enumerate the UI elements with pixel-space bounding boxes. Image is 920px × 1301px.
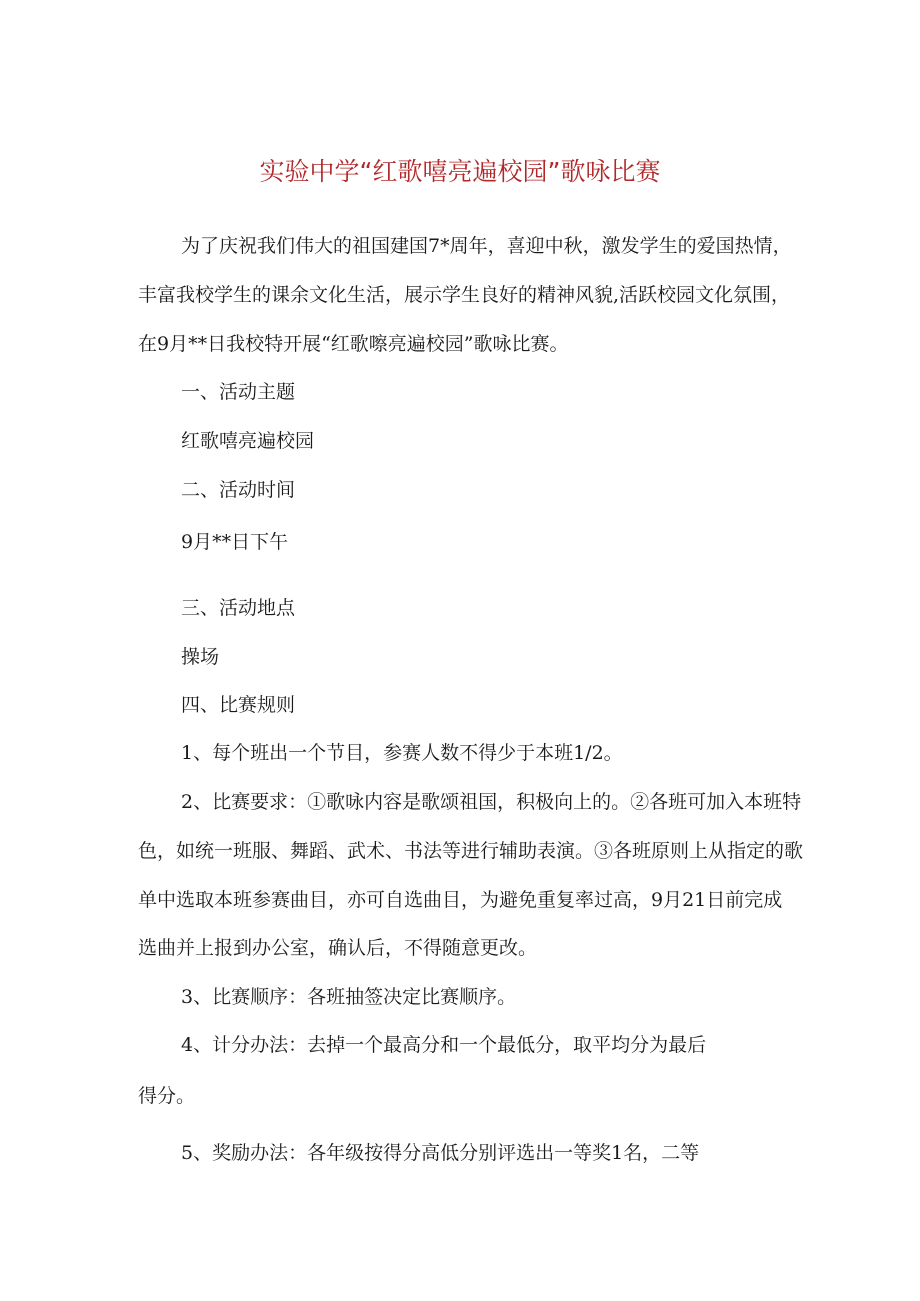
rule-item: 5、奖励办法：各年级按得分高低分别评选出一等奖1名，二等 [181, 1142, 700, 1164]
rule-item: 1、每个班出一个节目，参赛人数不得少于本班1/2。 [181, 742, 623, 764]
section-heading: 二、活动时间 [181, 479, 296, 501]
rule-item-continuation: 选曲并上报到办公室，确认后，不得随意更改。 [138, 937, 538, 959]
section-content: 红歌嘻亮遍校园 [181, 430, 315, 452]
rule-item-continuation: 单中选取本班参赛曲目，亦可自选曲目，为避免重复率过高，9月21日前完成 [138, 889, 783, 911]
section-content: 9月**日下午 [181, 531, 289, 553]
section-content: 操场 [181, 646, 220, 668]
rule-item: 3、比赛顺序：各班抽签决定比赛顺序。 [181, 986, 517, 1008]
paragraph-line: 在9月**日我校特开展“红歌嚓亮遍校园”歌咏比赛。 [138, 333, 569, 355]
rule-item-continuation: 得分。 [138, 1085, 196, 1107]
section-heading: 四、比赛规则 [181, 694, 296, 716]
section-heading: 一、活动主题 [181, 381, 296, 403]
rule-item-continuation: 色，如统一班服、舞蹈、武术、书法等进行辅助表演。③各班原则上从指定的歌 [138, 840, 804, 862]
document-title: 实验中学“红歌嘻亮遍校园”歌咏比赛 [259, 157, 661, 186]
rule-item: 2、比赛要求：①歌咏内容是歌颂祖国，积极向上的。②各班可加入本班特 [181, 791, 802, 813]
paragraph-line: 丰富我校学生的课余文化生活，展示学生良好的精神风貌,活跃校园文化氛围， [138, 284, 791, 306]
rule-item: 4、计分办法：去掉一个最高分和一个最低分，取平均分为最后 [181, 1034, 707, 1056]
paragraph-line: 为了庆祝我们伟大的祖国建国7*周年，喜迎中秋，激发学生的爱国热情， [181, 235, 792, 257]
section-heading: 三、活动地点 [181, 597, 296, 619]
